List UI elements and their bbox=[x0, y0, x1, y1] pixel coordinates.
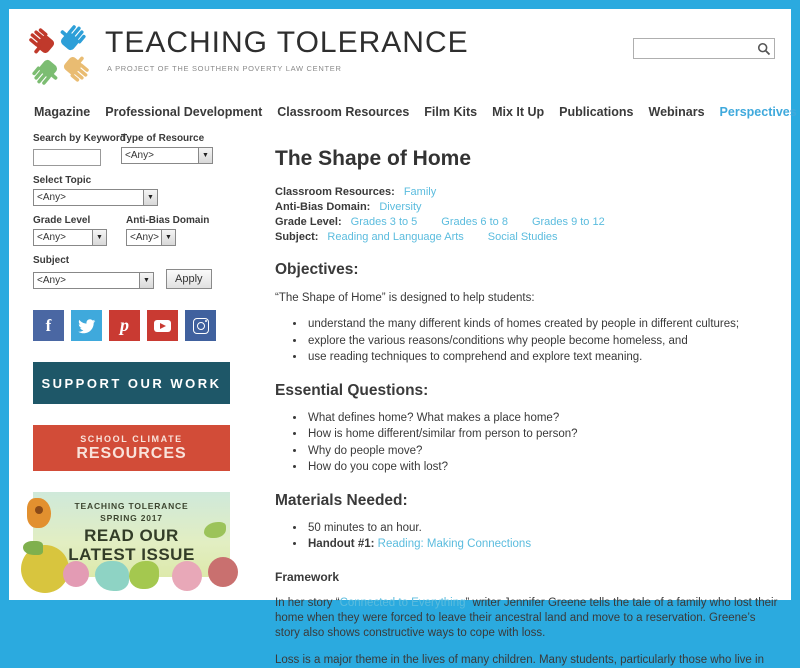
subject-select[interactable]: <Any> ▼ bbox=[33, 272, 154, 289]
nav-item-classroom-resources[interactable]: Classroom Resources bbox=[277, 105, 410, 119]
objectives-intro: “The Shape of Home” is designed to help students: bbox=[275, 292, 535, 304]
page-title: The Shape of Home bbox=[275, 147, 472, 170]
nav-item-magazine[interactable]: Magazine bbox=[34, 105, 91, 119]
framework-paragraph-2: Loss is a major theme in the lives of many children. Many students, particularly those who live in bbox=[275, 653, 764, 666]
chevron-down-icon: ▼ bbox=[198, 148, 212, 163]
bullet-item: • Handout #1: Reading: Making Connections bbox=[306, 536, 780, 553]
support-our-work-button[interactable]: SUPPORT OUR WORK bbox=[33, 362, 230, 404]
filter-sidebar bbox=[33, 133, 245, 668]
grade-level-label: Grade Level bbox=[33, 215, 91, 226]
anti-bias-domain-label: Anti-Bias Domain bbox=[126, 215, 210, 226]
meta-link[interactable]: Family bbox=[403, 186, 437, 198]
objectives-list bbox=[275, 316, 780, 366]
framework-heading: Framework bbox=[275, 569, 340, 584]
pinterest-icon[interactable]: p bbox=[109, 310, 140, 341]
nav-item-publications[interactable]: Publications bbox=[559, 105, 634, 119]
magazine-cta-line2: LATEST ISSUE bbox=[68, 545, 195, 564]
anti-bias-domain-select[interactable]: <Any> ▼ bbox=[126, 229, 176, 246]
article-content bbox=[275, 133, 780, 668]
site-search-box bbox=[633, 38, 775, 59]
meta-row-grade-level: Grade Level: Grades 3 to 5 Grades 6 to 8 Grades 9 to 12 bbox=[275, 216, 605, 228]
social-links bbox=[33, 310, 245, 341]
meta-link[interactable]: Grades 9 to 12 bbox=[531, 216, 605, 228]
site-title: TEACHING TOLERANCE bbox=[105, 26, 469, 59]
bullet-item: • Why do people move? bbox=[306, 443, 780, 460]
handout-link[interactable]: Reading: Making Connections bbox=[377, 538, 532, 550]
chevron-down-icon: ▼ bbox=[92, 230, 106, 245]
meta-row-classroom-resources: Classroom Resources: Family bbox=[275, 186, 437, 198]
keyword-input[interactable] bbox=[33, 149, 101, 166]
chevron-down-icon: ▼ bbox=[143, 190, 157, 205]
youtube-icon[interactable] bbox=[147, 310, 178, 341]
nav-item-webinars[interactable]: Webinars bbox=[648, 105, 705, 119]
grade-level-select[interactable]: <Any> ▼ bbox=[33, 229, 107, 246]
facebook-icon[interactable]: f bbox=[33, 310, 64, 341]
bullet-item: • How do you cope with lost? bbox=[306, 459, 780, 476]
meta-link[interactable]: Social Studies bbox=[487, 231, 558, 243]
bullet-item: • 50 minutes to an hour. bbox=[306, 520, 780, 537]
teaching-tolerance-hands-logo-icon bbox=[23, 19, 95, 91]
nav-item-professional-development[interactable]: Professional Development bbox=[105, 105, 263, 119]
nav-item-perspectives[interactable]: Perspectives bbox=[719, 105, 797, 119]
type-of-resource-label: Type of Resource bbox=[121, 133, 205, 144]
objectives-heading: Objectives: bbox=[275, 261, 359, 278]
flower-illustration bbox=[63, 561, 89, 587]
subject-label: Subject bbox=[33, 255, 70, 266]
materials-list bbox=[275, 520, 780, 553]
meta-row-subject: Subject: Reading and Language Arts Social Studies bbox=[275, 231, 558, 243]
bullet-item: • use reading techniques to comprehend and explore text meaning. bbox=[306, 349, 780, 366]
materials-needed-heading: Materials Needed: bbox=[275, 491, 408, 509]
meta-link[interactable]: Reading and Language Arts bbox=[327, 231, 464, 243]
select-topic-label: Select Topic bbox=[33, 175, 92, 186]
apply-button[interactable]: Apply bbox=[166, 269, 212, 289]
framework-paragraph-1: In her story “Connected to Everything” writer Jennifer Greene tells the tale of a family who lost their home when they were forced to leave their ancestral land and move to a reservation. Greene’s story also shows constructive ways to cope with loss. bbox=[275, 596, 778, 639]
site-tagline: A PROJECT OF THE SOUTHERN POVERTY LAW CENTER bbox=[107, 64, 342, 73]
meta-row-anti-bias-domain: Anti-Bias Domain: Diversity bbox=[275, 201, 422, 213]
search-icon[interactable] bbox=[757, 42, 771, 56]
topic-select[interactable]: <Any> ▼ bbox=[33, 189, 158, 206]
type-of-resource-select[interactable]: <Any> ▼ bbox=[121, 147, 213, 164]
flower-illustration bbox=[172, 561, 202, 591]
essential-questions-list bbox=[275, 410, 780, 476]
nav-item-mix-it-up[interactable]: Mix It Up bbox=[492, 105, 545, 119]
chevron-down-icon: ▼ bbox=[139, 273, 153, 288]
meta-link[interactable]: Grades 3 to 5 bbox=[350, 216, 418, 228]
magazine-issue: SPRING 2017 bbox=[100, 513, 163, 523]
resource-meta bbox=[275, 185, 780, 245]
story-link[interactable]: Connected to Everything bbox=[339, 596, 466, 609]
latest-issue-banner[interactable] bbox=[33, 492, 230, 577]
site-search-input[interactable] bbox=[637, 42, 757, 56]
instagram-icon[interactable] bbox=[185, 310, 216, 341]
bullet-item: • understand the many different kinds of homes created by people in different cultures; bbox=[306, 316, 780, 333]
page-frame bbox=[9, 9, 797, 666]
bullet-item: • What defines home? What makes a place home? bbox=[306, 410, 780, 427]
meta-link[interactable]: Grades 6 to 8 bbox=[441, 216, 508, 228]
bullet-item: • explore the various reasons/conditions why people become homeless, and bbox=[306, 333, 780, 350]
site-header bbox=[9, 9, 791, 99]
flower-illustration bbox=[95, 561, 129, 591]
chevron-down-icon: ▼ bbox=[161, 230, 175, 245]
essential-questions-heading: Essential Questions: bbox=[275, 381, 429, 399]
twitter-icon[interactable] bbox=[71, 310, 102, 341]
magazine-cta-line1: READ OUR bbox=[84, 526, 179, 545]
magazine-brand: TEACHING TOLERANCE bbox=[74, 501, 189, 511]
main-nav bbox=[9, 105, 797, 119]
meta-link[interactable]: Diversity bbox=[379, 201, 422, 213]
leaf-illustration bbox=[129, 561, 159, 589]
school-climate-resources-button[interactable]: SCHOOL CLIMATE RESOURCES bbox=[33, 425, 230, 471]
brand-block bbox=[105, 26, 469, 73]
nav-item-film-kits[interactable]: Film Kits bbox=[424, 105, 478, 119]
bullet-item: • How is home different/similar from person to person? bbox=[306, 426, 780, 443]
keyword-label: Search by Keyword bbox=[33, 133, 126, 144]
